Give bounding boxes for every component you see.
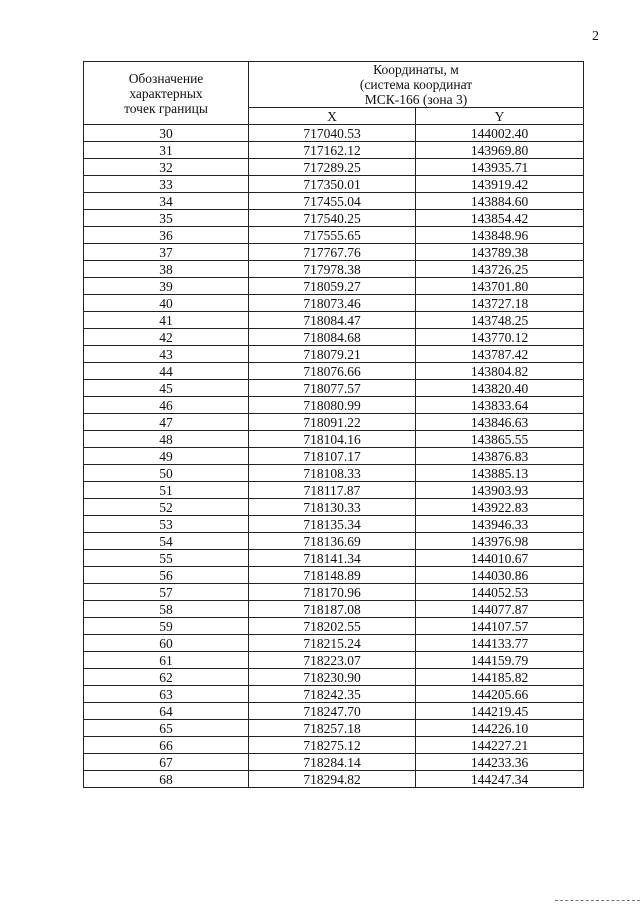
x-cell: 717540.25 [249, 210, 416, 227]
y-cell: 143969.80 [416, 142, 584, 159]
x-cell: 718202.55 [249, 618, 416, 635]
table-row [84, 482, 584, 499]
table-row [84, 431, 584, 448]
y-cell: 143865.55 [416, 431, 584, 448]
y-cell: 144107.57 [416, 618, 584, 635]
table-row [84, 686, 584, 703]
x-cell: 718242.35 [249, 686, 416, 703]
point-cell: 57 [84, 584, 249, 601]
table-row [84, 159, 584, 176]
table-row [84, 465, 584, 482]
table-row [84, 142, 584, 159]
x-cell: 718135.34 [249, 516, 416, 533]
x-cell: 717767.76 [249, 244, 416, 261]
table-row [84, 771, 584, 788]
point-cell: 35 [84, 210, 249, 227]
table-row [84, 363, 584, 380]
x-cell: 718108.33 [249, 465, 416, 482]
table-row [84, 193, 584, 210]
x-cell: 718247.70 [249, 703, 416, 720]
point-cell: 66 [84, 737, 249, 754]
point-cell: 63 [84, 686, 249, 703]
table-row [84, 635, 584, 652]
point-cell: 45 [84, 380, 249, 397]
y-cell: 143820.40 [416, 380, 584, 397]
table-row [84, 567, 584, 584]
table-row [84, 295, 584, 312]
point-cell: 62 [84, 669, 249, 686]
y-cell: 143976.98 [416, 533, 584, 550]
y-cell: 143726.25 [416, 261, 584, 278]
y-cell: 144133.77 [416, 635, 584, 652]
table-row [84, 261, 584, 278]
coordinates-header [249, 62, 584, 108]
point-cell: 59 [84, 618, 249, 635]
x-cell: 718084.47 [249, 312, 416, 329]
x-cell: 718170.96 [249, 584, 416, 601]
point-cell: 49 [84, 448, 249, 465]
y-cell: 144247.34 [416, 771, 584, 788]
y-cell: 144219.45 [416, 703, 584, 720]
x-header: X [249, 108, 416, 125]
y-cell: 144205.66 [416, 686, 584, 703]
table-row [84, 227, 584, 244]
x-cell: 718136.69 [249, 533, 416, 550]
point-cell: 32 [84, 159, 249, 176]
point-cell: 39 [84, 278, 249, 295]
point-cell: 68 [84, 771, 249, 788]
x-cell: 717455.04 [249, 193, 416, 210]
table-row [84, 380, 584, 397]
point-cell: 36 [84, 227, 249, 244]
point-cell: 65 [84, 720, 249, 737]
table-row [84, 550, 584, 567]
table-row [84, 720, 584, 737]
x-cell: 718130.33 [249, 499, 416, 516]
x-cell: 718257.18 [249, 720, 416, 737]
y-cell: 143701.80 [416, 278, 584, 295]
point-cell: 64 [84, 703, 249, 720]
y-cell: 143848.96 [416, 227, 584, 244]
point-cell: 67 [84, 754, 249, 771]
point-cell: 46 [84, 397, 249, 414]
y-cell: 144002.40 [416, 125, 584, 142]
point-cell: 52 [84, 499, 249, 516]
coords-header-line: Координаты, м [373, 62, 459, 77]
coordinates-table [83, 61, 584, 788]
point-cell: 44 [84, 363, 249, 380]
point-header-line: Обозначение [128, 70, 204, 86]
x-cell: 718284.14 [249, 754, 416, 771]
x-cell: 718104.16 [249, 431, 416, 448]
y-cell: 143885.13 [416, 465, 584, 482]
table-row [84, 618, 584, 635]
table-row [84, 278, 584, 295]
y-cell: 144227.21 [416, 737, 584, 754]
x-cell: 718080.99 [249, 397, 416, 414]
table-row [84, 244, 584, 261]
x-cell: 718141.34 [249, 550, 416, 567]
table-row [84, 125, 584, 142]
point-cell: 42 [84, 329, 249, 346]
table-row [84, 176, 584, 193]
x-cell: 718079.21 [249, 346, 416, 363]
x-cell: 718077.57 [249, 380, 416, 397]
page-number: 2 [592, 29, 599, 44]
table-row [84, 329, 584, 346]
x-cell: 718076.66 [249, 363, 416, 380]
x-cell: 717350.01 [249, 176, 416, 193]
table-row [84, 516, 584, 533]
table-row [84, 703, 584, 720]
point-cell: 50 [84, 465, 249, 482]
x-cell: 718148.89 [249, 567, 416, 584]
x-cell: 718073.46 [249, 295, 416, 312]
table-row [84, 414, 584, 431]
x-cell: 718275.12 [249, 737, 416, 754]
y-cell: 143876.83 [416, 448, 584, 465]
footer-divider [555, 900, 640, 901]
table-row [84, 533, 584, 550]
point-cell: 31 [84, 142, 249, 159]
point-designation-header [84, 62, 249, 125]
x-cell: 718215.24 [249, 635, 416, 652]
x-cell: 717040.53 [249, 125, 416, 142]
point-header-line: характерных [129, 85, 203, 101]
table-row [84, 737, 584, 754]
y-cell: 144185.82 [416, 669, 584, 686]
point-cell: 60 [84, 635, 249, 652]
point-cell: 40 [84, 295, 249, 312]
table-row [84, 584, 584, 601]
table-row [84, 652, 584, 669]
x-cell: 717555.65 [249, 227, 416, 244]
y-cell: 143946.33 [416, 516, 584, 533]
table-row [84, 601, 584, 618]
y-cell: 144052.53 [416, 584, 584, 601]
y-cell: 144233.36 [416, 754, 584, 771]
y-cell: 143903.93 [416, 482, 584, 499]
x-cell: 718091.22 [249, 414, 416, 431]
point-cell: 30 [84, 125, 249, 142]
point-cell: 56 [84, 567, 249, 584]
point-header-line: точек границы [124, 100, 208, 116]
table-row [84, 346, 584, 363]
x-cell: 717162.12 [249, 142, 416, 159]
y-cell: 143884.60 [416, 193, 584, 210]
point-cell: 43 [84, 346, 249, 363]
y-cell: 143748.25 [416, 312, 584, 329]
y-cell: 143846.63 [416, 414, 584, 431]
y-cell: 143922.83 [416, 499, 584, 516]
y-cell: 143789.38 [416, 244, 584, 261]
y-cell: 144030.86 [416, 567, 584, 584]
point-cell: 58 [84, 601, 249, 618]
table-row [84, 397, 584, 414]
point-cell: 53 [84, 516, 249, 533]
point-cell: 55 [84, 550, 249, 567]
point-cell: 48 [84, 431, 249, 448]
table-row [84, 312, 584, 329]
table-row [84, 210, 584, 227]
point-cell: 38 [84, 261, 249, 278]
x-cell: 718187.08 [249, 601, 416, 618]
point-cell: 61 [84, 652, 249, 669]
point-cell: 41 [84, 312, 249, 329]
y-cell: 143833.64 [416, 397, 584, 414]
y-cell: 143854.42 [416, 210, 584, 227]
y-cell: 144226.10 [416, 720, 584, 737]
coords-header-line: МСК-166 (зона 3) [364, 92, 468, 107]
x-cell: 718117.87 [249, 482, 416, 499]
y-cell: 143804.82 [416, 363, 584, 380]
table-row [84, 754, 584, 771]
point-cell: 34 [84, 193, 249, 210]
x-cell: 718059.27 [249, 278, 416, 295]
y-cell: 144077.87 [416, 601, 584, 618]
table-header-row [84, 62, 584, 108]
coordinates-table-body [84, 125, 584, 788]
point-cell: 37 [84, 244, 249, 261]
point-cell: 33 [84, 176, 249, 193]
y-cell: 144010.67 [416, 550, 584, 567]
x-cell: 717289.25 [249, 159, 416, 176]
x-cell: 718107.17 [249, 448, 416, 465]
point-cell: 47 [84, 414, 249, 431]
x-cell: 718223.07 [249, 652, 416, 669]
y-cell: 143727.18 [416, 295, 584, 312]
coords-header-line: (система координат [359, 77, 473, 92]
y-cell: 143770.12 [416, 329, 584, 346]
table-row [84, 448, 584, 465]
x-cell: 718230.90 [249, 669, 416, 686]
x-cell: 717978.38 [249, 261, 416, 278]
y-cell: 143787.42 [416, 346, 584, 363]
point-cell: 51 [84, 482, 249, 499]
y-header: Y [416, 108, 584, 125]
x-cell: 718294.82 [249, 771, 416, 788]
y-cell: 143935.71 [416, 159, 584, 176]
table-row [84, 499, 584, 516]
y-cell: 144159.79 [416, 652, 584, 669]
table-row [84, 669, 584, 686]
x-cell: 718084.68 [249, 329, 416, 346]
point-cell: 54 [84, 533, 249, 550]
y-cell: 143919.42 [416, 176, 584, 193]
